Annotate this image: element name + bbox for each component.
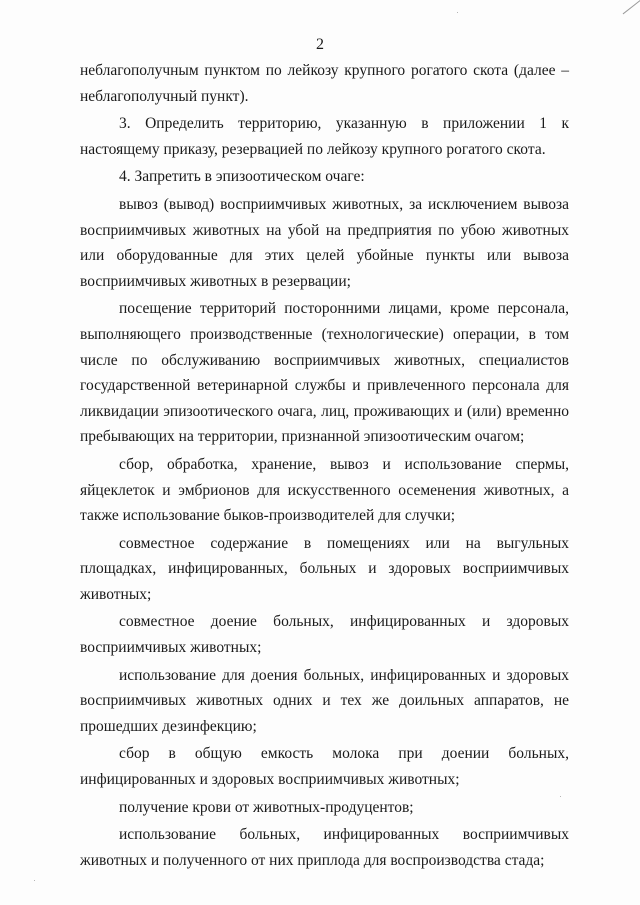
- paragraph-prohibition-milking: совместное доение больных, инфицированных и здоровых восприимчивых животных;: [80, 613, 569, 657]
- scan-corner-mark: [623, 0, 640, 22]
- document-body: [80, 58, 569, 873]
- paragraph-prohibition-milk-collection: сбор в общую емкость молока при доении больных, инфицированных и здоровых восприимчивых животных;: [80, 745, 569, 789]
- paragraph-prohibition-export: вывоз (вывод) восприимчивых животных, за исключением вывоза восприимчивых животных на убой на предприятия по убою животных или оборудованные для этих целей убойные пункты или вывоза восприимчивых животных в резервации;: [80, 195, 569, 290]
- scan-speck: [457, 12, 458, 13]
- paragraph-prohibition-apparatus: использование для доения больных, инфицированных и здоровых восприимчивых животных одних и тех же доильных аппаратов, не прошедших дезинфекцию;: [80, 666, 569, 735]
- paragraph-prohibition-housing: совместное содержание в помещениях или на выгульных площадках, инфицированных, больных и здоровых восприимчивых животных;: [80, 534, 569, 603]
- paragraph-item-4: 4. Запретить в эпизоотическом очаге:: [119, 168, 365, 186]
- page-number: 2: [316, 36, 324, 53]
- paragraph-continuation: неблагополучным пунктом по лейкозу крупного рогатого скота (далее – неблагополучный пункт).: [80, 62, 569, 105]
- paragraph-prohibition-visits: посещение территорий посторонними лицами, кроме персонала, выполняющего производственные (технологические) операции, в том числе по обслуживанию восприимчивых животных, специалистов государственной ветеринарной службы и привлеченного персонала для ликвидации эпизоотического очага, лиц, проживающих и (или) временно пребывающих на территории, признанной эпизоотическим очагом;: [80, 300, 569, 446]
- paragraph-item-3: 3. Определить территорию, указанную в приложении 1 к настоящему приказу, резервацией по лейкозу крупного рогатого скота.: [80, 115, 569, 158]
- paragraph-prohibition-breeding: использование больных, инфицированных восприимчивых животных и полученного от них приплода для воспроизводства стада;: [80, 826, 569, 869]
- paragraph-prohibition-semen: сбор, обработка, хранение, вывоз и использование спермы, яйцеклеток и эмбрионов для искусственного осеменения животных, а также использование быков-производителей для случки;: [80, 455, 569, 525]
- paragraph-prohibition-blood: получение крови от животных-продуцентов;: [119, 798, 414, 816]
- scan-speck: [34, 880, 35, 881]
